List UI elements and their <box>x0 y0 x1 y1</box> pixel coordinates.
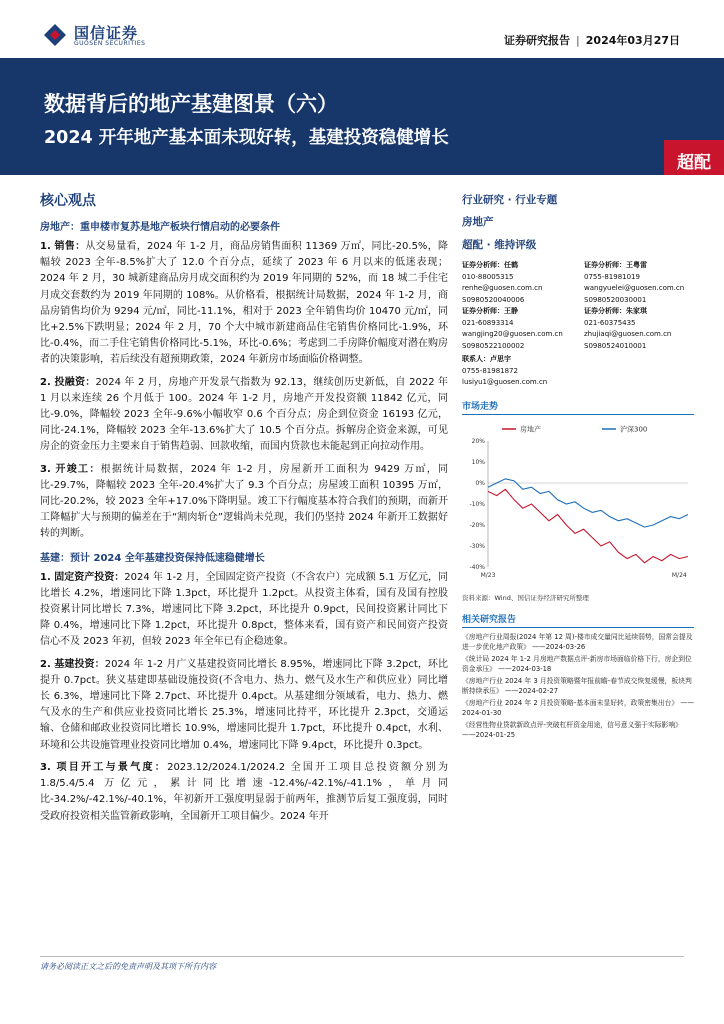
related-report-item[interactable]: 《统计局 2024 年 1-2 月房地产数据点评-新房市场面临价格下行，房企到位资金承压》 ——2024-03-18 <box>462 654 692 673</box>
market-trend-chart <box>462 419 694 591</box>
y-tick-label: 0% <box>475 479 485 487</box>
series-line-real-estate <box>488 489 688 563</box>
analyst-column-left <box>462 260 572 352</box>
logo-text-en: GUOSEN SECURITIES <box>74 40 146 47</box>
guosen-logo-icon <box>42 22 68 48</box>
y-tick-label: 20% <box>471 437 485 445</box>
related-report-item[interactable]: 《房地产行业 2024 年 3 月投资策略暨年报前瞻-春节成交恢复缓慢，板块判断持续承压》 ——2024-02-27 <box>462 676 692 695</box>
legend-label: 沪深300 <box>620 425 648 433</box>
construction-lead: 3. 开竣工： <box>40 463 101 475</box>
investment-paragraph <box>40 375 448 456</box>
analyst-1: 证券分析师：任鹤 <box>462 261 518 269</box>
y-tick-label: -40% <box>469 563 485 571</box>
analyst-grid <box>462 260 694 352</box>
related-reports-heading: 相关研究报告 <box>462 612 694 628</box>
investment-text: 2024 年 2 月，房地产开发景气指数为 92.13，继续创历史新低，自 2022 年 1 月以来连续 26 个月低于 100。2024 年 1-2 月，房地产开发投资额 11842 亿元，同比-9.0%，降幅较 2023 全年-9.6%小幅收窄 0.6 个百分点；房企到位资金 16193 亿元，同比-24.1%，降幅较 2023 全年-13.6%扩大了 10.5 个百分点。拆解房企资金来源，可见房企的资金压力主要来自于销售趋弱、回款收缩，而国内贷款也未能起到正向拉动作用。 <box>40 376 448 453</box>
rating-badge: 超配 <box>664 140 724 175</box>
x-tick-label: M/23 <box>480 571 496 579</box>
sales-text: 从交易量看，2024 年 1-2 月，商品房销售面积 11369 万㎡，同比-20.5%，降幅较 2023 全年-8.5%扩大了 12.0 个百分点，延续了 2023 年 6 月以来的低迷表现；2024 年 2 月，30 城新建商品房月成交面积约为 2019 年同期的 52%，而 18 城二手住宅月成交套数约为 2019 年同期的 108%。从价格看，根据统计局数据，2024 年 1-2 月，商品房销售均价为 9294 元/㎡，同比-11.1%，相对于 2023 全年销售均价 10470 元/㎡，同比+2.5%下跌明显；2024 年 2 月，70 个大中城市新建商品住宅销售价格同比-1.9%，环比-0.4%，而二手住宅销售价格同比-5.1%，环比-0.6%；考虑到二手房降价幅度对潜在购房者的决策影响，若后续没有超预期政策，2024 年新房市场面临价格调整。 <box>40 241 448 366</box>
infra-investment-text: 2024 年 1-2 月广义基建投资同比增长 8.95%，增速同比下降 3.2pct，环比提升 0.7pct。狭义基建即基础设施投资(不含电力、热力、燃气及水生产和供应业）同比增长 6.3%，增速同比下降 2.7pct、环比提升 0.4pct。从基建细分领域看，电力、热力、燃气及水的生产和供应业投资同比增长 25.3%，增速同比持平，环比提升 2.3pct，交通运输、仓储和邮政业投资同比增长 10.9%，增速同比提升 1.7pct，环比提升 0.4pct，水利、环境和公共设施管理业投资同比增加 0.4%，增速同比下降 9.4pct，环比提升 0.3pct。 <box>40 658 448 751</box>
analyst-4-cert: S0980524010001 <box>584 341 647 350</box>
title-banner <box>0 58 724 175</box>
investment-lead: 2. 投融资： <box>40 376 96 388</box>
analyst-1-email[interactable]: renhe@guosen.com.cn <box>462 284 543 292</box>
contact-name: 卢思宇 <box>490 355 511 363</box>
analyst-1-cert: S0980520040006 <box>462 295 525 304</box>
analyst-4-phone: 021-60375435 <box>584 318 636 327</box>
legend-label: 房地产 <box>520 425 541 433</box>
market-trend-heading: 市场走势 <box>462 399 694 415</box>
related-report-item[interactable]: 《房地产行业 2024 年 2 月投资策略-基本面未显好转，政策密集出台》 ——2024-01-30 <box>462 698 694 717</box>
y-tick-label: -20% <box>469 521 485 529</box>
rating-line: 超配 · 维持评级 <box>462 239 537 251</box>
y-tick-label: -10% <box>469 500 485 508</box>
analyst-4-email[interactable]: zhujiaqi@guosen.com.cn <box>584 330 672 338</box>
analyst-3-cert: S0980522100002 <box>462 341 525 350</box>
related-report-item[interactable]: 《经营性物业贷款新政点评-突破杠杆资金用途，信号意义强于实际影响》 ——2024-01-25 <box>462 720 682 739</box>
projects-paragraph <box>40 760 448 825</box>
sales-paragraph <box>40 239 448 369</box>
infra-investment-paragraph <box>40 657 448 754</box>
analyst-2-email[interactable]: wangyuelei@guosen.com.cn <box>584 284 685 292</box>
x-tick-label: M/24 <box>671 571 687 579</box>
contact-label: 联系人： <box>462 355 490 363</box>
real-estate-heading: 房地产：重申楼市复苏是地产板块行情启动的必要条件 <box>40 222 280 233</box>
projects-lead: 3. 项目开工与景气度： <box>40 761 168 773</box>
analyst-1-phone: 010-88005315 <box>462 272 514 281</box>
related-reports-list <box>462 632 694 740</box>
analyst-3: 证券分析师：王静 <box>462 307 518 315</box>
report-subtitle: 2024 开年地产基本面未现好转，基建投资稳健增长 <box>44 128 449 148</box>
contact-email[interactable]: lusiyu1@guosen.com.cn <box>462 378 548 386</box>
infra-heading: 基建：预计 2024 全年基建投资保持低速稳健增长 <box>40 552 265 564</box>
core-views-heading: 核心观点 <box>40 193 96 209</box>
analyst-4: 证券分析师：朱家琪 <box>584 307 647 315</box>
core-views-column <box>40 190 448 831</box>
analyst-2-cert: S0980520030001 <box>584 295 647 304</box>
y-tick-label: -30% <box>469 542 485 550</box>
analyst-column-right <box>584 260 694 352</box>
report-date: 2024年03月27日 <box>585 34 680 47</box>
analyst-3-phone: 021-60893314 <box>462 318 514 327</box>
analyst-3-email[interactable]: wangjing20@guosen.com.cn <box>462 330 563 338</box>
sidebar-column <box>462 192 694 742</box>
industry-tag: 行业研究 · 行业专题 <box>462 194 558 206</box>
construction-text: 根据统计局数据，2024 年 1-2 月，房屋新开工面积为 9429 万㎡，同比-29.7%，降幅较 2023 全年-20.4%扩大了 9.3 个百分点；房屋竣工面积 10395 万㎡，同比-20.2%，较 2023 全年+17.0%下降明显。竣工下行幅度基本符合我们的预期，而新开工降幅扩大与预期的偏差在于“割肉斩仓”逻辑尚未兑现，我们仍坚持 2024 年新开工数据好转的判断。 <box>40 463 448 540</box>
logo-text-cn: 国信证券 <box>74 24 139 42</box>
sector-name: 房地产 <box>462 216 494 228</box>
divider: | <box>576 34 580 47</box>
company-logo <box>42 22 202 50</box>
sales-lead: 1. 销售： <box>40 241 86 252</box>
top-bar <box>0 0 724 58</box>
contact-person <box>462 354 694 389</box>
report-title: 数据背后的地产基建图景（六） <box>44 92 338 116</box>
report-type: 证券研究报告 <box>504 34 571 47</box>
construction-paragraph <box>40 462 448 543</box>
contact-phone: 0755-81981872 <box>462 366 518 375</box>
fixed-asset-text: 2024 年 1-2 月，全国固定资产投资（不含农户）完成额 5.1 万亿元，同比增长 4.2%，增速同比下降 1.3pct，环比提升 1.2pct。从投资主体看，国有及国有控股投资累计同比增长 7.3%，增速同比下降 3.2pct，环比提升 0.9pct，民间投资累计同比下降 0.4%，增速同比下降 1.2pct，环比提升 0.8pct，整体来看，国有资产和民间资产投资信心不及 2023 年初，但较 2023 年全年已有企稳迹象。 <box>40 571 448 648</box>
disclaimer-footer: 请务必阅读正文之后的免责声明及其项下所有内容 <box>40 956 684 972</box>
chart-source: 资料来源：Wind、国信证券经济研究所整理 <box>462 593 589 602</box>
market-trend-svg <box>462 419 694 591</box>
analyst-2-phone: 0755-81981019 <box>584 272 640 281</box>
projects-text: 2023.12/2024.1/2024.2 全国开工项目总投资额分别为 1.8/5.4/5.4 万亿元，累计同比增速-12.4%/-42.1%/-41.1%，单月同比-34.2%/-42.1%/-40.1%，年初新开工强度明显弱于前两年，推测节后复工强度弱，同时受政府投资相关监管新政影响，全国新开工项目偏少。2024 年开 <box>40 761 449 822</box>
infra-investment-lead: 2. 基建投资： <box>40 658 105 670</box>
analyst-2: 证券分析师：王粤雷 <box>584 261 647 269</box>
y-tick-label: 10% <box>471 458 485 466</box>
related-report-item[interactable]: 《房地产行业周报(2024 年第 12 周)-楼市成交量同比延续弱势，国常会提及进一步优化地产政策》 ——2024-03-26 <box>462 632 693 651</box>
report-meta <box>504 32 680 48</box>
fixed-asset-paragraph <box>40 570 448 651</box>
fixed-asset-lead: 1. 固定资产投资： <box>40 571 125 583</box>
